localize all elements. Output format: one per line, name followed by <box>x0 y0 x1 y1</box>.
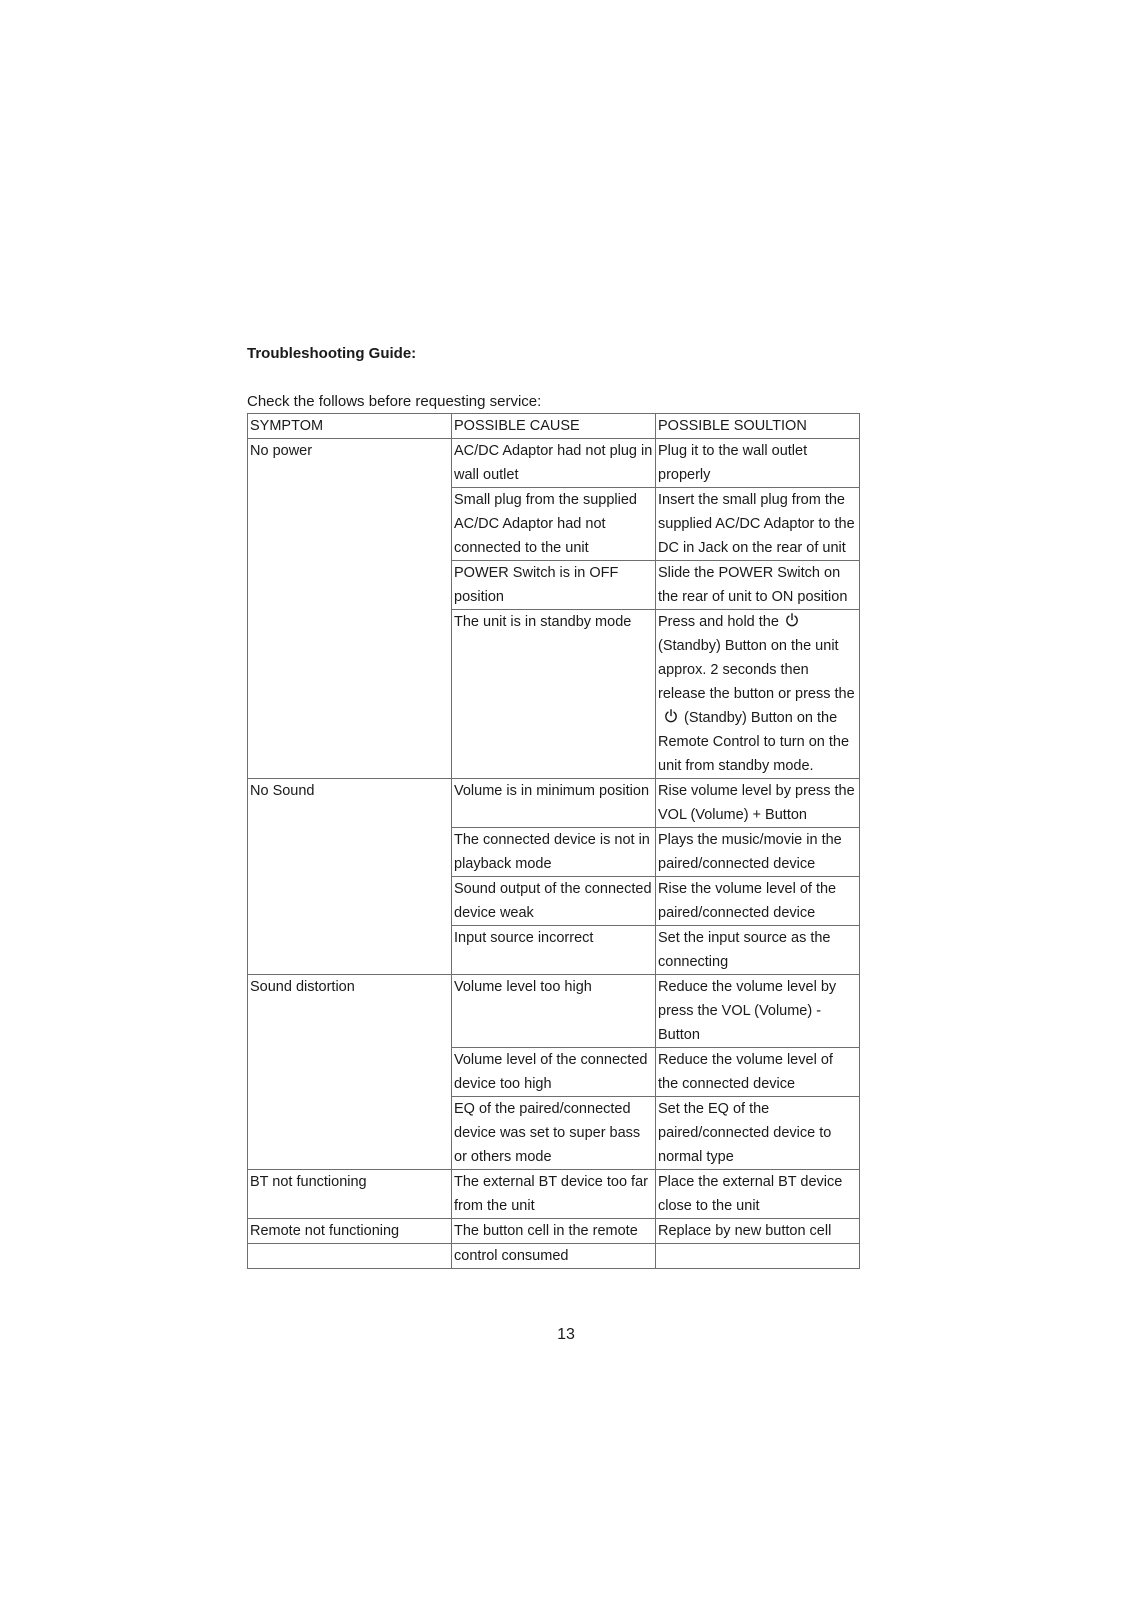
intro-text: Check the follows before requesting service: <box>247 393 542 410</box>
cause-cell: Volume level too high <box>452 975 656 1048</box>
solution-cell: Slide the POWER Switch on the rear of unit to ON position <box>656 561 860 610</box>
table-row <box>248 975 860 1048</box>
symptom-cell: Sound distortion <box>248 975 452 1170</box>
cause-cell: Volume is in minimum position <box>452 779 656 828</box>
solution-cell: Reduce the volume level by press the VOL (Volume) - Button <box>656 975 860 1048</box>
symptom-cell: No power <box>248 439 452 779</box>
header-cause: POSSIBLE CAUSE <box>452 414 656 439</box>
solution-cell: Replace by new button cell <box>656 1219 860 1244</box>
table-row <box>248 1219 860 1244</box>
table-row <box>248 779 860 828</box>
symptom-cell: Remote not functioning <box>248 1219 452 1244</box>
symptom-cell <box>248 1244 452 1269</box>
solution-cell: Reduce the volume level of the connected device <box>656 1048 860 1097</box>
symptom-cell: BT not functioning <box>248 1170 452 1219</box>
cause-cell: The button cell in the remote <box>452 1219 656 1244</box>
cause-cell: EQ of the paired/connected device was set to super bass or others mode <box>452 1097 656 1170</box>
cause-cell: control consumed <box>452 1244 656 1269</box>
solution-cell: Plug it to the wall outlet properly <box>656 439 860 488</box>
cause-cell: The unit is in standby mode <box>452 610 656 779</box>
troubleshooting-table <box>247 413 860 1269</box>
table-row <box>248 1244 860 1269</box>
solution-cell: Rise volume level by press the VOL (Volume) + Button <box>656 779 860 828</box>
cause-cell: The connected device is not in playback mode <box>452 828 656 877</box>
solution-cell: Set the input source as the connecting <box>656 926 860 975</box>
header-solution: POSSIBLE SOULTION <box>656 414 860 439</box>
solution-cell: Rise the volume level of the paired/connected device <box>656 877 860 926</box>
cause-cell: Sound output of the connected device weak <box>452 877 656 926</box>
cause-cell: Input source incorrect <box>452 926 656 975</box>
solution-text-part: (Standby) Button on the Remote Control to turn on the unit from standby mode. <box>658 710 850 774</box>
solution-text-part: (Standby) Button on the unit approx. 2 seconds then release the button or press the <box>658 638 855 702</box>
symptom-cell: No Sound <box>248 779 452 975</box>
solution-cell: Set the EQ of the paired/connected device to normal type <box>656 1097 860 1170</box>
solution-cell <box>656 610 860 779</box>
table-row <box>248 1170 860 1219</box>
cause-cell: POWER Switch is in OFF position <box>452 561 656 610</box>
solution-cell: Insert the small plug from the supplied AC/DC Adaptor to the DC in Jack on the rear of unit <box>656 488 860 561</box>
cause-cell: AC/DC Adaptor had not plug in wall outlet <box>452 439 656 488</box>
standby-power-icon <box>785 613 799 627</box>
solution-text-part: Press and hold the <box>658 614 779 630</box>
cause-cell: Small plug from the supplied AC/DC Adaptor had not connected to the unit <box>452 488 656 561</box>
table-header-row <box>248 414 860 439</box>
cause-cell: The external BT device too far from the unit <box>452 1170 656 1219</box>
solution-cell: Plays the music/movie in the paired/connected device <box>656 828 860 877</box>
solution-cell: Place the external BT device close to the unit <box>656 1170 860 1219</box>
header-symptom: SYMPTOM <box>248 414 452 439</box>
standby-power-icon <box>664 709 678 723</box>
page-number: 13 <box>557 1326 575 1343</box>
section-heading: Troubleshooting Guide: <box>247 345 417 362</box>
solution-cell <box>656 1244 860 1269</box>
table-row <box>248 439 860 488</box>
cause-cell: Volume level of the connected device too high <box>452 1048 656 1097</box>
